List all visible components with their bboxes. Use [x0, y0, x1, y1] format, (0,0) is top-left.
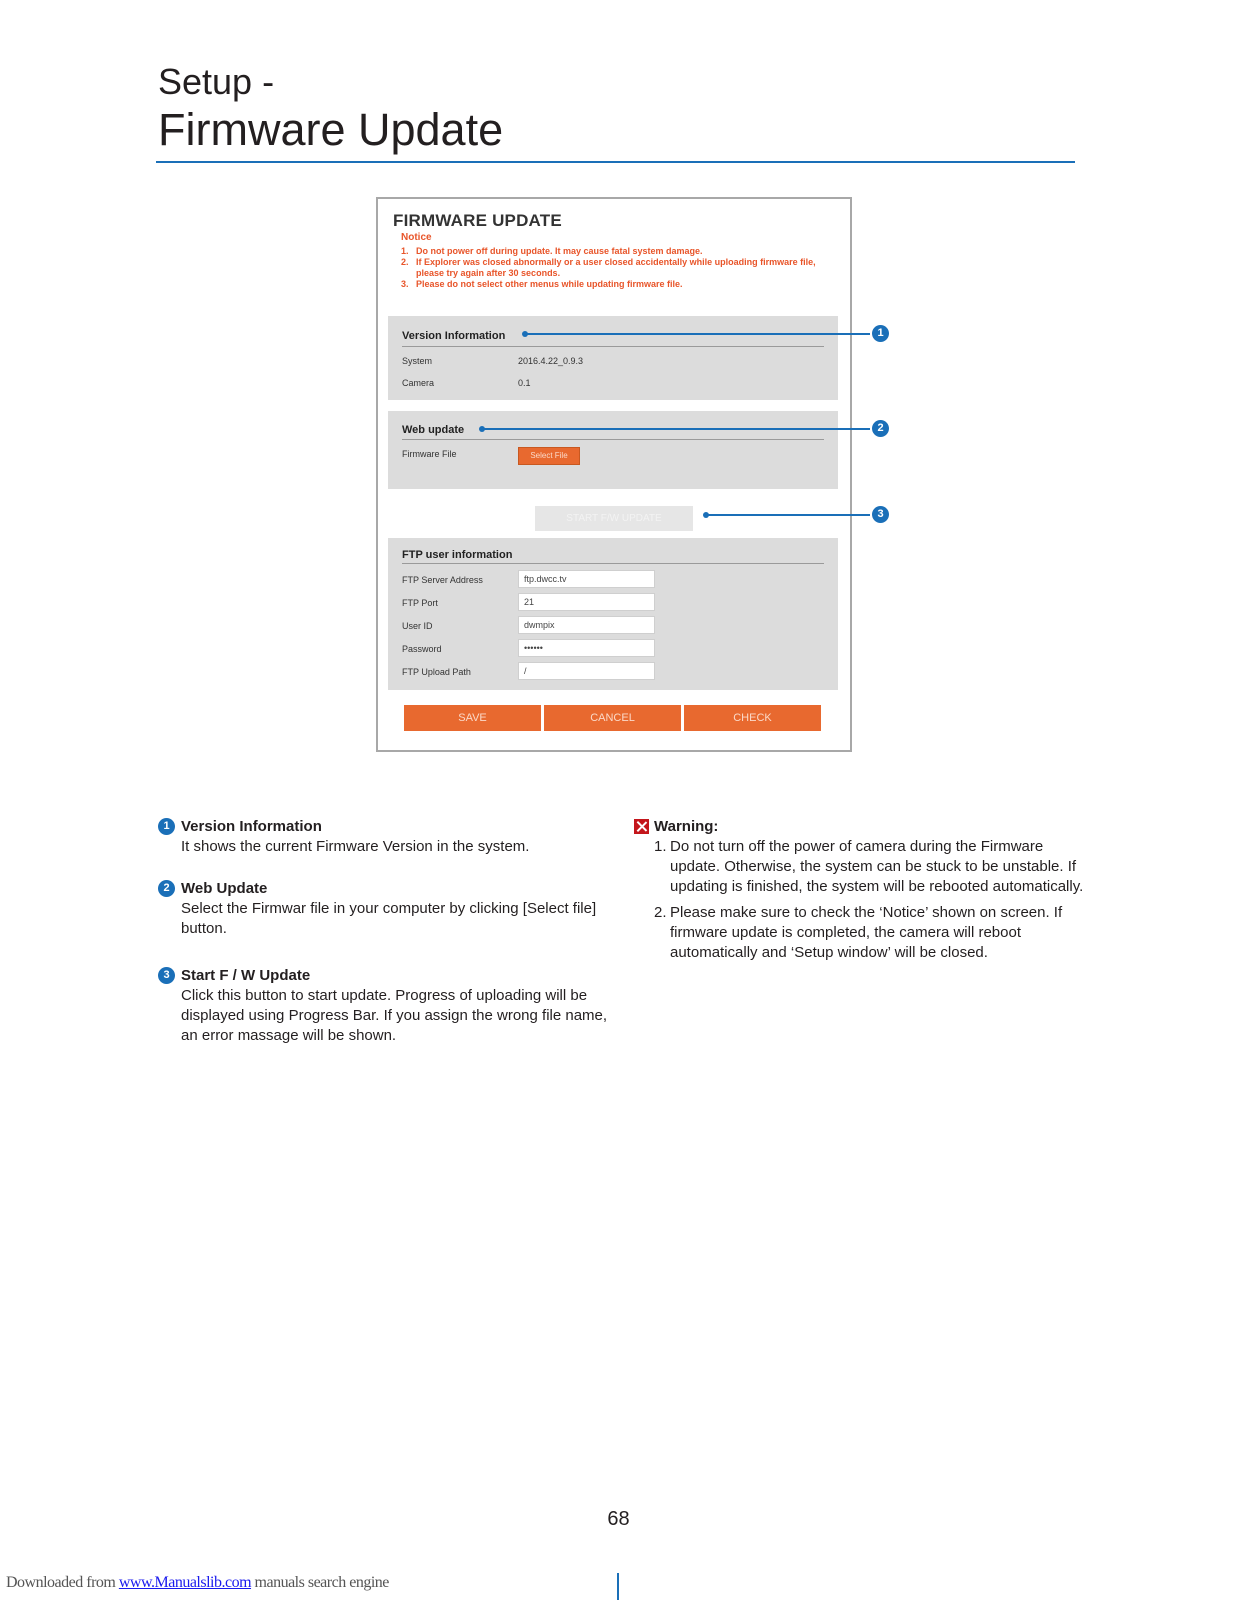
cancel-button[interactable]: CANCEL [544, 705, 681, 731]
warning-item: 2. Please make sure to check the ‘Notice’ shown on screen. If firmware update is completed, the camera will reboot automatically and ‘Setup window’ will be closed. [654, 904, 1063, 961]
callout-badge-3: 3 [872, 506, 889, 523]
password-label: Password [402, 644, 442, 654]
description-item [158, 817, 608, 857]
check-button[interactable]: CHECK [684, 705, 821, 731]
description-title: 2 Web Update [158, 879, 608, 899]
web-update-panel [388, 411, 838, 489]
panel-divider [402, 563, 824, 564]
ftp-information-panel [388, 538, 838, 690]
description-item [158, 879, 608, 939]
ftp-port-input[interactable]: 21 [518, 593, 655, 611]
notice-item: 1. Do not power off during update. It may cause fatal system damage. [401, 246, 703, 256]
camera-label: Camera [402, 378, 435, 388]
page-header [158, 62, 1075, 156]
number-badge: 3 [158, 967, 175, 984]
user-id-label: User ID [402, 621, 433, 631]
notice-title: Notice [401, 232, 432, 243]
callout-line [482, 428, 870, 430]
system-version: 2016.4.22_0.9.3 [518, 356, 584, 366]
callout-badge-1: 1 [872, 325, 889, 342]
section-title: Setup - [158, 61, 275, 102]
warning-box [634, 817, 1084, 963]
number-badge: 2 [158, 880, 175, 897]
page-number-bar [617, 1573, 619, 1600]
description-title: 3 Start F / W Update [158, 966, 608, 986]
panel-divider [402, 439, 824, 440]
ftp-information-title: FTP user information [402, 549, 513, 561]
ftp-upload-path-label: FTP Upload Path [402, 667, 471, 677]
ftp-port-label: FTP Port [402, 598, 438, 608]
notice-item: 3. Please do not select other menus while updating firmware file. [401, 279, 683, 289]
user-id-input[interactable]: dwmpix [518, 616, 655, 634]
manualslib-link[interactable]: www.Manualslib.com [118, 1574, 252, 1591]
start-fw-update-button[interactable]: START F/W UPDATE [535, 506, 693, 531]
title-divider [156, 161, 1075, 163]
save-button[interactable]: SAVE [404, 705, 541, 731]
panel-divider [402, 346, 824, 347]
number-badge: 1 [158, 818, 175, 835]
camera-version: 0.1 [518, 378, 531, 388]
notice-list [401, 246, 821, 290]
warning-title: Warning: [654, 818, 719, 835]
firmware-update-title: FIRMWARE UPDATE [393, 211, 562, 230]
warning-icon [634, 819, 649, 834]
description-item [158, 966, 608, 1046]
firmware-file-label: Firmware File [402, 449, 457, 459]
web-update-title: Web update [402, 424, 465, 436]
version-information-title: Version Information [402, 330, 506, 342]
password-input[interactable]: •••••• [518, 639, 655, 657]
notice-item: 2. If Explorer was closed abnormally or a user closed accidentally while uploading firmware file, please try again after 30 seconds. [401, 257, 816, 278]
select-file-button[interactable]: Select File [518, 447, 580, 465]
warning-item: 1. Do not turn off the power of camera during the Firmware update. Otherwise, the system can be stuck to be unstable. If updating is finished, the system will be rebooted automatically. [654, 838, 1084, 895]
callout-badge-2: 2 [872, 420, 889, 437]
description-text: Select the Firmwar file in your computer by clicking [Select file] button. [181, 900, 597, 937]
page-number: 68 [607, 1508, 630, 1530]
ftp-server-input[interactable]: ftp.dwcc.tv [518, 570, 655, 588]
callout-line [706, 514, 870, 516]
description-text: It shows the current Firmware Version in the system. [181, 838, 530, 855]
description-text: Click this button to start update. Progress of uploading will be displayed using Progress Bar. If you assign the wrong file name, an error massage will be shown. [181, 987, 608, 1044]
ftp-server-label: FTP Server Address [402, 575, 483, 585]
system-label: System [402, 356, 433, 366]
callout-line [525, 333, 870, 335]
firmware-update-screenshot [376, 197, 852, 752]
download-footer: Downloaded from www.Manualslib.com manuals search engine [6, 1574, 389, 1591]
description-title: 1 Version Information [158, 817, 608, 837]
version-information-panel [388, 316, 838, 400]
ftp-upload-path-input[interactable]: / [518, 662, 655, 680]
page-title: Firmware Update [158, 104, 504, 155]
